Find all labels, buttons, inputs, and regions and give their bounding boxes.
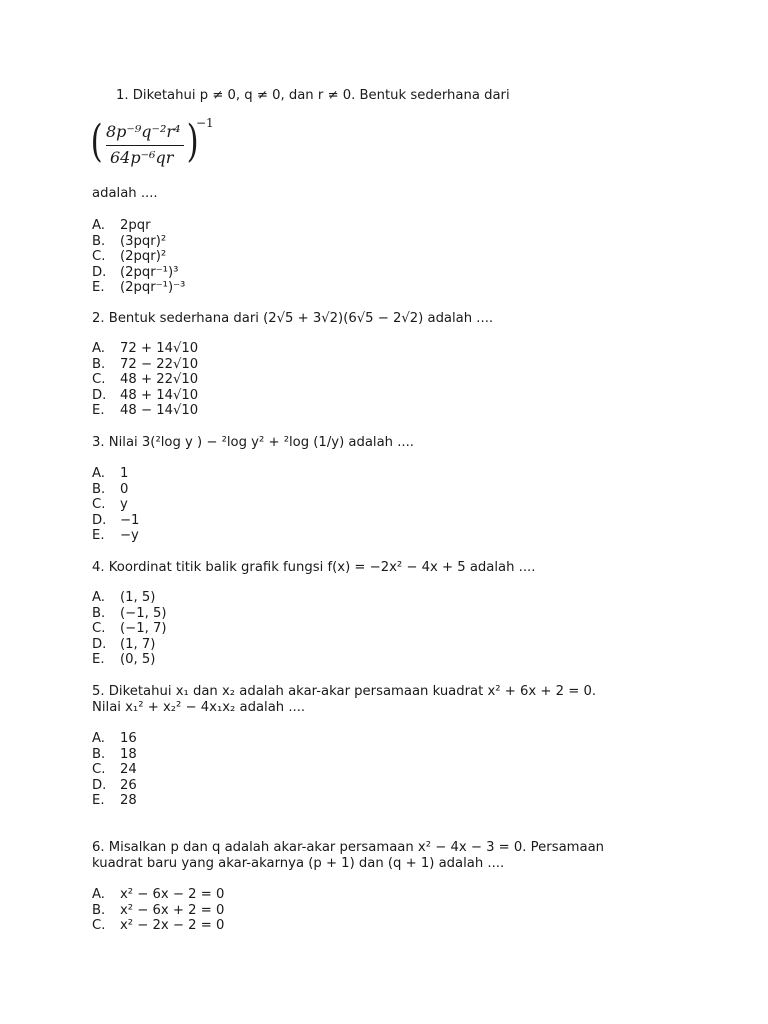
option-letter: E. — [92, 652, 105, 668]
fraction-bar — [106, 145, 184, 146]
option-c[interactable] — [92, 497, 139, 513]
question-6-line-1: 6. Misalkan p dan q adalah akar-akar persamaan x² − 4x − 3 = 0. Persamaan — [92, 840, 605, 855]
option-c[interactable] — [92, 621, 167, 637]
option-letter: D. — [92, 387, 107, 403]
option-letter: B. — [92, 746, 106, 762]
option-text: 48 + 22√10 — [120, 372, 199, 388]
option-letter: C. — [92, 918, 106, 934]
option-text: (−1, 7) — [120, 621, 167, 637]
left-paren: ( — [90, 116, 103, 167]
option-text: 2pqr — [120, 218, 151, 233]
question-4-options — [92, 590, 167, 668]
option-text: −y — [120, 528, 139, 544]
option-letter: C. — [92, 497, 106, 513]
option-text: 0 — [120, 481, 129, 497]
option-text: (−1, 5) — [120, 605, 167, 621]
option-text: 48 − 14√10 — [120, 403, 199, 419]
option-a[interactable] — [92, 341, 198, 357]
option-letter: C. — [92, 762, 106, 778]
option-a[interactable] — [92, 590, 167, 606]
option-letter: A. — [92, 341, 105, 356]
option-a[interactable] — [92, 887, 224, 903]
option-d[interactable] — [92, 778, 137, 794]
fraction-denominator: 64p⁻⁶qr — [110, 148, 174, 167]
question-2-options — [92, 341, 198, 419]
option-letter: A. — [92, 887, 105, 902]
question-1-options — [92, 218, 185, 296]
option-e[interactable] — [92, 528, 139, 544]
option-text: 24 — [120, 762, 137, 778]
question-3-text: 3. Nilai 3(²log y ) − ²log y² + ²log (1/y) adalah .... — [92, 435, 414, 450]
question-4-text: 4. Koordinat titik balik grafik fungsi f(x) = −2x² − 4x + 5 adalah .... — [92, 560, 536, 575]
option-text: (0, 5) — [120, 652, 156, 668]
option-letter: A. — [92, 731, 105, 746]
option-d[interactable] — [92, 265, 185, 281]
option-letter: E. — [92, 528, 105, 544]
option-letter: C. — [92, 249, 106, 265]
option-c[interactable] — [92, 372, 198, 388]
option-e[interactable] — [92, 280, 185, 296]
option-text: 72 + 14√10 — [120, 341, 199, 356]
option-text: (2pqr)² — [120, 249, 167, 265]
option-letter: E. — [92, 793, 105, 809]
option-letter: B. — [92, 902, 106, 918]
option-letter: A. — [92, 590, 105, 605]
option-letter: A. — [92, 218, 105, 233]
question-2-text: 2. Bentuk sederhana dari (2√5 + 3√2)(6√5 − 2√2) adalah .... — [92, 311, 494, 326]
option-text: x² − 6x − 2 = 0 — [120, 887, 225, 902]
option-text: (2pqr⁻¹)⁻³ — [120, 280, 186, 296]
option-text: 28 — [120, 793, 137, 809]
fraction-numerator: 8p⁻⁹q⁻²r⁴ — [106, 122, 181, 141]
option-c[interactable] — [92, 249, 185, 265]
question-1-after: adalah .... — [92, 186, 158, 201]
option-letter: B. — [92, 356, 106, 372]
option-text: −1 — [120, 512, 140, 528]
right-paren: ) — [186, 116, 199, 167]
option-text: y — [120, 497, 128, 513]
option-e[interactable] — [92, 793, 137, 809]
option-letter: C. — [92, 372, 106, 388]
option-text: x² − 6x + 2 = 0 — [120, 902, 225, 918]
option-text: (2pqr⁻¹)³ — [120, 264, 179, 280]
question-5-line-2: Nilai x₁² + x₂² − 4x₁x₂ adalah .... — [92, 700, 306, 715]
option-text: (3pqr)² — [120, 233, 167, 249]
option-letter: D. — [92, 264, 107, 280]
option-b[interactable] — [92, 482, 139, 498]
option-c[interactable] — [92, 918, 224, 934]
option-letter: B. — [92, 233, 106, 249]
option-d[interactable] — [92, 513, 139, 529]
option-d[interactable] — [92, 637, 167, 653]
option-letter: D. — [92, 636, 107, 652]
option-letter: C. — [92, 621, 106, 637]
option-letter: E. — [92, 403, 105, 419]
fraction-exponent: −1 — [196, 116, 214, 130]
option-text: 72 − 22√10 — [120, 356, 199, 372]
option-text: 26 — [120, 777, 137, 793]
option-e[interactable] — [92, 403, 198, 419]
option-text: (1, 5) — [120, 590, 156, 605]
option-letter: D. — [92, 777, 107, 793]
option-letter: E. — [92, 280, 105, 296]
option-e[interactable] — [92, 652, 167, 668]
option-b[interactable] — [92, 903, 224, 919]
option-text: 16 — [120, 731, 137, 746]
option-d[interactable] — [92, 388, 198, 404]
option-c[interactable] — [92, 762, 137, 778]
question-6-options — [92, 887, 224, 934]
option-b[interactable] — [92, 606, 167, 622]
option-b[interactable] — [92, 357, 198, 373]
question-3-options — [92, 466, 139, 544]
option-a[interactable] — [92, 731, 137, 747]
option-b[interactable] — [92, 234, 185, 250]
option-text: (1, 7) — [120, 636, 156, 652]
option-text: 18 — [120, 746, 137, 762]
question-5-line-1: 5. Diketahui x₁ dan x₂ adalah akar-akar persamaan kuadrat x² + 6x + 2 = 0. — [92, 684, 597, 699]
option-text: 48 + 14√10 — [120, 387, 199, 403]
option-letter: B. — [92, 481, 106, 497]
option-a[interactable] — [92, 218, 185, 234]
option-a[interactable] — [92, 466, 139, 482]
option-letter: A. — [92, 466, 105, 481]
option-letter: D. — [92, 512, 107, 528]
option-letter: B. — [92, 605, 106, 621]
question-6-line-2: kuadrat baru yang akar-akarnya (p + 1) dan (q + 1) adalah .... — [92, 856, 505, 871]
option-b[interactable] — [92, 747, 137, 763]
option-text: x² − 2x − 2 = 0 — [120, 918, 225, 934]
option-text: 1 — [120, 466, 129, 481]
question-1-text: 1. Diketahui p ≠ 0, q ≠ 0, dan r ≠ 0. Bentuk sederhana dari — [116, 88, 510, 103]
question-5-options — [92, 731, 137, 809]
